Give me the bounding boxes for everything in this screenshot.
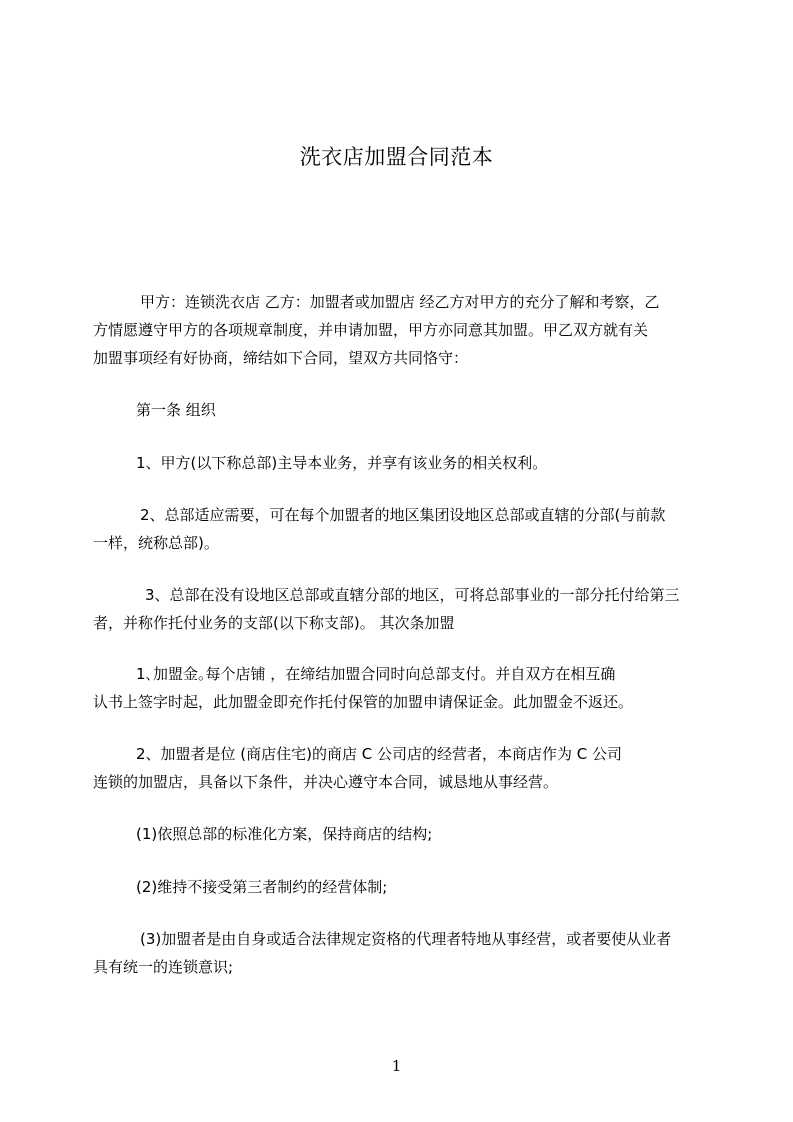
paragraph-line: 1､加盟金｡每个店铺 ，在缔结加盟合同时向总部支付。并自双方在相互确	[136, 665, 616, 683]
list-item: (3)加盟者是由自身或适合法律规定资格的代理者特地从事经营，或者要使从业者	[140, 930, 672, 948]
paragraph-line: 连锁的加盟店，具备以下条件，并决心遵守本合同，诚恳地从事经营。	[93, 773, 559, 791]
paragraph-line: 方情愿遵守甲方的各项规章制度，并申请加盟，甲方亦同意其加盟。甲乙双方就有关	[93, 321, 649, 339]
paragraph-line: 1、甲方(以下称总部)主导本业务，并享有该业务的相关权利。	[136, 454, 548, 472]
page-number: 1	[391, 1057, 402, 1075]
list-item: (1)依照总部的标准化方案，保持商店的结构;	[136, 825, 433, 843]
section-heading: 第一条 组织	[136, 401, 216, 419]
paragraph-line: 2、总部适应需要，可在每个加盟者的地区集团设地区总部或直辖的分部(与前款	[140, 506, 666, 524]
paragraph-line: 具有统一的连锁意识;	[93, 958, 234, 976]
paragraph-line: 3、总部在没有设地区总部或直辖分部的地区，可将总部事业的一部分托付给第三	[145, 586, 680, 604]
paragraph-line: 认书上签字时起，此加盟金即充作托付保管的加盟申请保证金。此加盟金不返还。	[93, 693, 634, 711]
list-item: (2)维持不接受第三者制约的经营体制;	[136, 878, 388, 896]
paragraph-line: 加盟事项经有好协商，缔结如下合同，望双方共同恪守：	[93, 349, 469, 367]
paragraph-line: 者，并称作托付业务的支部(以下称支部)。 其次条加盟	[93, 614, 455, 632]
paragraph-line: 甲方：连锁洗衣店 乙方：加盟者或加盟店 经乙方对甲方的充分了解和考察，乙	[140, 293, 660, 311]
document-title: 洗衣店加盟合同范本	[299, 145, 494, 169]
paragraph-line: 一样，统称总部)。	[93, 534, 219, 552]
paragraph-line: 2、加盟者是位 (商店住宅)的商店 C 公司店的经营者，本商店作为 C 公司	[136, 745, 623, 763]
